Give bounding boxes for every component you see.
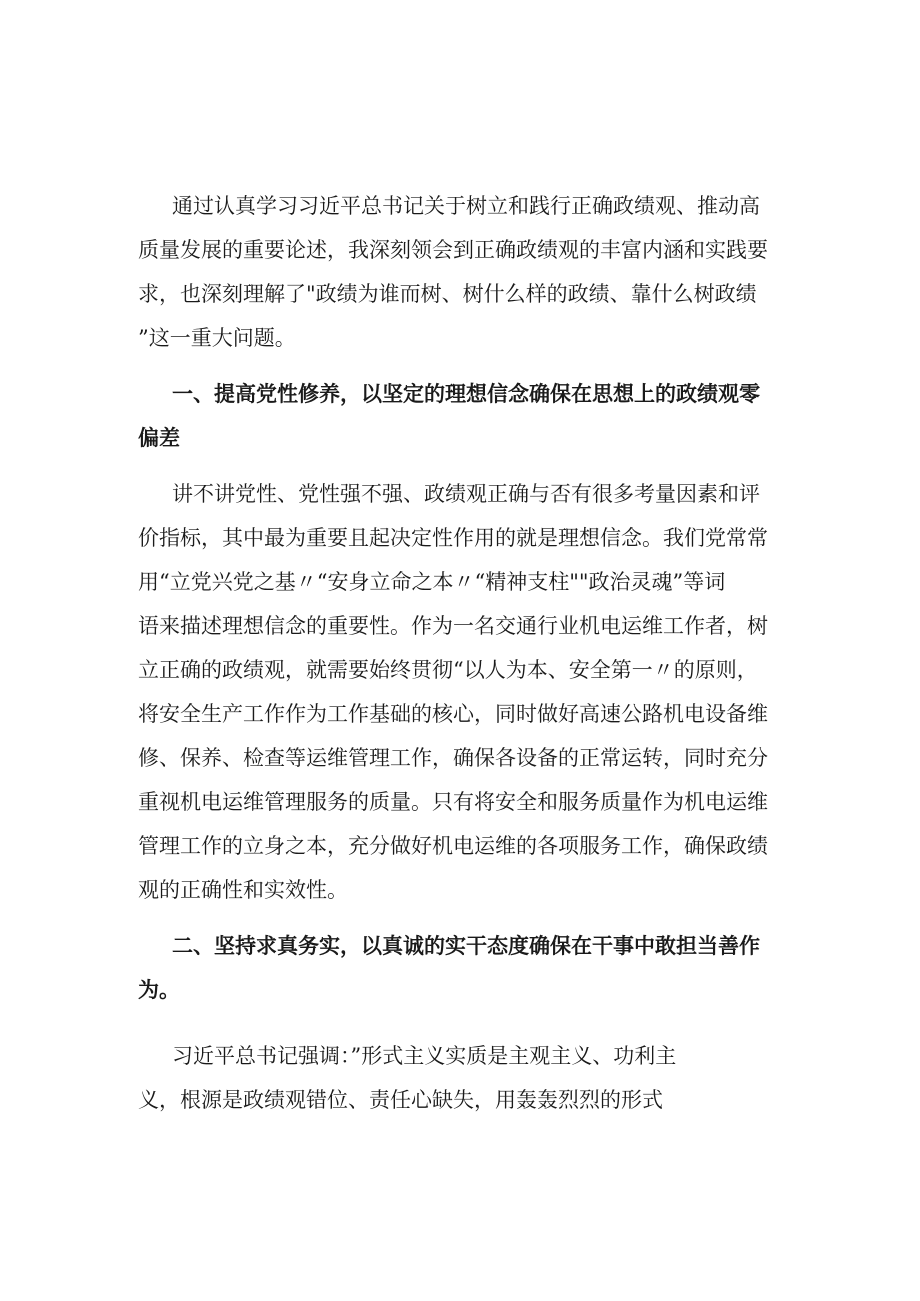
paragraph-line: 质量发展的重要论述，我深刻领会到正确政绩观的丰富内涵和实践要 xyxy=(138,238,768,262)
section-2-paragraph xyxy=(138,1034,790,1122)
heading-line: 一、提高党性修养，以坚定的理想信念确保在思想上的政绩观零 xyxy=(172,382,760,406)
paragraph-line: 将安全生产工作作为工作基础的核心，同时做好高速公路机电设备维 xyxy=(138,702,768,726)
section-1-heading xyxy=(138,372,790,460)
paragraph-line: 习近平总书记强调：”形式主义实质是主观主义、功利主 xyxy=(172,1044,677,1068)
paragraph-line: 管理工作的立身之本，充分做好机电运维的各项服务工作，确保政绩 xyxy=(138,834,768,858)
paragraph-line: 通过认真学习习近平总书记关于树立和践行正确政绩观、推动高 xyxy=(172,194,760,218)
paragraph-line: ”这一重大问题。 xyxy=(138,326,296,350)
paragraph-line: 义，根源是政绩观错位、责任心缺失，用轰轰烈烈的形式 xyxy=(138,1088,663,1112)
paragraph-line: 观的正确性和实效性。 xyxy=(138,878,348,902)
intro-paragraph xyxy=(138,184,790,360)
paragraph-line: 求，也深刻理解了"政绩为谁而树、树什么样的政绩、靠什么树政绩 xyxy=(138,282,757,306)
section-1-paragraph xyxy=(138,472,790,912)
paragraph-line: 立正确的政绩观，就需要始终贯彻“以人为本、安全第一〃的原则， xyxy=(138,658,758,682)
paragraph-line: 语来描述理想信念的重要性。作为一名交通行业机电运维工作者，树 xyxy=(138,614,768,638)
paragraph-line: 修、保养、检查等运维管理工作，确保各设备的正常运转，同时充分 xyxy=(138,746,768,770)
heading-line: 二、坚持求真务实，以真诚的实干态度确保在干事中敢担当善作 xyxy=(172,934,760,958)
paragraph-line: 重视机电运维管理服务的质量。只有将安全和服务质量作为机电运维 xyxy=(138,790,768,814)
paragraph-line: 用“立党兴党之基〃“安身立命之本〃“精神支柱""政治灵魂”等词 xyxy=(138,570,726,594)
paragraph-line: 价指标，其中最为重要且起决定性作用的就是理想信念。我们党常常 xyxy=(138,526,768,550)
heading-line: 为。 xyxy=(138,978,180,1002)
paragraph-line: 讲不讲党性、党性强不强、政绩观正确与否有很多考量因素和评 xyxy=(172,482,760,506)
section-2-heading xyxy=(138,924,790,1012)
document-body xyxy=(138,184,790,1122)
heading-line: 偏差 xyxy=(138,426,180,450)
